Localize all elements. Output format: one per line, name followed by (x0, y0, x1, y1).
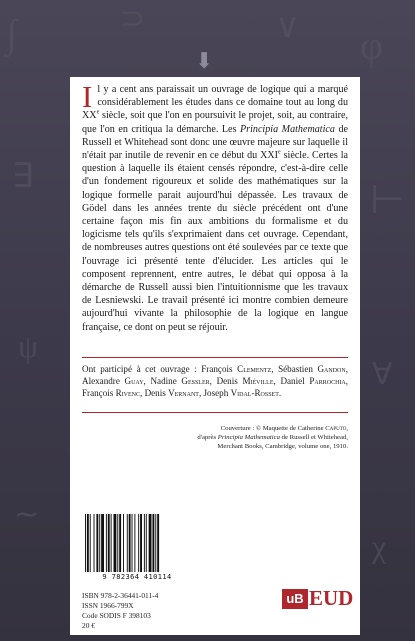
contributor-last: Gessler (181, 376, 210, 386)
contributor-last: Miéville (242, 376, 274, 386)
summary-part: siècle. Certes la question à laquelle ils étaient censés répondre, c'est-à-dire celle d'un fondement rigoureux et solide des mathématiques sur la logique formelle parait aujourd'hui dépassée. Les travaux de Gödel dans les années trente du siècle précédent ont d'une certaine façon mis fin aux ambitions du formalisme et du logicisme tels qu'ils s'exprimaient dans cet ouvrage. Cependant, de nombreuses autres questions ont été soulevées par ce texte que l'ouvrage ici présenté tente d'élucider. Les articles qui le composent reprennent, entre autres, le débat qui opposa à la démarche de Russell aussi bien l'intuitionnisme que les travaux de Lesniewski. Le travail présenté ici montre combien demeure aujourd'hui vivante la philosophie de la logique en langue française, ce dont on peut se réjouir. (82, 150, 348, 333)
background-glyph: ⊃ (120, 2, 146, 35)
barcode-bar (134, 514, 135, 572)
contributor-last: Gandon (317, 364, 346, 374)
contributor-last: Clementz (237, 364, 272, 374)
separator: , (209, 376, 217, 386)
contributor-first: Denis (144, 388, 166, 398)
credit-line (197, 434, 348, 441)
publisher-logo (282, 585, 354, 611)
credit-name: Caputo (325, 425, 347, 432)
background-glyph: ∫ (6, 11, 17, 56)
background-glyph: ∼ (14, 498, 40, 531)
contributor-last: Parrochia (309, 376, 346, 386)
price: 20 € (82, 621, 95, 630)
barcode-bar (119, 514, 121, 572)
barcode-bar (152, 514, 154, 572)
divider (82, 357, 348, 358)
background-glyph: χ (372, 528, 387, 564)
publication-info (82, 591, 232, 631)
barcode-bar (117, 514, 118, 572)
background-glyph: ∨ (275, 8, 300, 45)
contributor-first: François (201, 364, 233, 374)
separator: , (273, 376, 281, 386)
barcode-bar (94, 514, 95, 572)
contributor-first: Sébastien (278, 364, 313, 374)
barcode-bar (85, 514, 86, 572)
separator: , (143, 376, 151, 386)
contributor-first: Daniel (280, 376, 305, 386)
isbn: ISBN 978-2-36441-011-4 (82, 591, 159, 600)
barcode-bar (155, 514, 156, 572)
barcode-bar (129, 514, 131, 572)
contributor-first: Nadine (150, 376, 177, 386)
barcode-bar (138, 514, 139, 572)
contributor-last: Vidal-Rosset (230, 388, 279, 398)
summary-part: de Russell et Whitehead sont donc une œuvre majeure sur laquelle il n'était par inutile de revenir en ce début du XXI (82, 123, 348, 162)
background-glyph: ∃ (12, 158, 34, 195)
credit-text: d'après (197, 434, 218, 442)
barcode (82, 514, 192, 572)
barcode-bar (149, 514, 152, 572)
contributor (280, 376, 348, 386)
issn: ISSN 1966-799X (82, 601, 134, 610)
background-glyph: ⊢ (370, 177, 405, 222)
barcode-bar (96, 514, 98, 572)
credit-line (221, 425, 348, 432)
barcode-bar (140, 514, 142, 572)
contributor-first: Joseph (203, 388, 229, 398)
contributor (82, 376, 150, 386)
barcode-bar (87, 514, 89, 572)
book-title: Principia Mathematica (240, 123, 335, 135)
barcode-bar (99, 514, 100, 572)
barcode-number: 9 782364 410114 (102, 573, 172, 581)
contributors-intro: Ont participé à cet ouvrage : (82, 364, 202, 374)
contributor (145, 388, 204, 398)
credit-title: Principia Mathematica (217, 434, 280, 442)
separator: , (271, 364, 279, 374)
contributor (204, 388, 282, 398)
barcode-bar (123, 514, 124, 572)
summary-text (82, 79, 348, 334)
contributor (278, 364, 348, 374)
barcode-bar (157, 514, 159, 572)
contributor (82, 388, 145, 398)
barcode-bar (132, 514, 133, 572)
contributors (82, 363, 348, 399)
cover-credit (188, 424, 348, 452)
background-glyph: ∀ (372, 358, 393, 391)
superscript: e (278, 149, 281, 156)
contributor (201, 364, 278, 374)
separator: , (345, 376, 349, 386)
contributor-last: Guay (124, 376, 144, 386)
separator: , (198, 388, 204, 398)
sodis-code: Code SODIS F 398103 (82, 611, 151, 620)
separator: . (278, 388, 282, 398)
credit-text: Couverture : © Maquette de Catherine (220, 425, 326, 432)
contributor-first: Alexandre (82, 376, 120, 386)
barcode-bar (144, 514, 145, 572)
logo-eud: EUD (309, 586, 354, 610)
barcode-bar (111, 514, 112, 572)
drop-cap: I (82, 79, 93, 114)
superscript: e (96, 110, 100, 117)
contributor (217, 376, 281, 386)
barcode-bar (146, 514, 147, 572)
credit-line: Merchant Books, Cambridge, volume one, 1910. (217, 443, 348, 451)
barcode-bar (90, 514, 91, 572)
divider (82, 412, 348, 413)
separator: , (345, 364, 348, 374)
contributor-last: Rivenc (115, 388, 141, 398)
down-arrow-icon: ⬇ (195, 48, 214, 73)
barcode-bar (101, 514, 104, 572)
barcode-bar (114, 514, 117, 572)
contributor-first: François (82, 388, 114, 398)
background-glyph: φ (360, 23, 384, 68)
text-panel (70, 77, 360, 635)
barcode-bar (106, 514, 107, 572)
background-glyph: ψ (18, 328, 39, 364)
barcode-bar (127, 514, 128, 572)
barcode-bar (108, 514, 110, 572)
credit-text: , (346, 425, 348, 432)
contributor-last: Vernant (168, 388, 199, 398)
contributor (150, 376, 216, 386)
logo-ub: uB (282, 589, 308, 609)
credit-text: de Russell et Whitehead, (279, 434, 348, 442)
summary-part: l y a cent ans paraissait un ouvrage de logique qui a marqué considérablement les études dans ce domaine tout au long du XX (82, 84, 348, 122)
contributor-first: Denis (216, 376, 238, 386)
separator: , (140, 388, 145, 398)
summary-part: siècle, soit que l'on en poursuivit le projet, soit, au contraire, que l'on en critiqua la démarche. Les (82, 110, 348, 135)
